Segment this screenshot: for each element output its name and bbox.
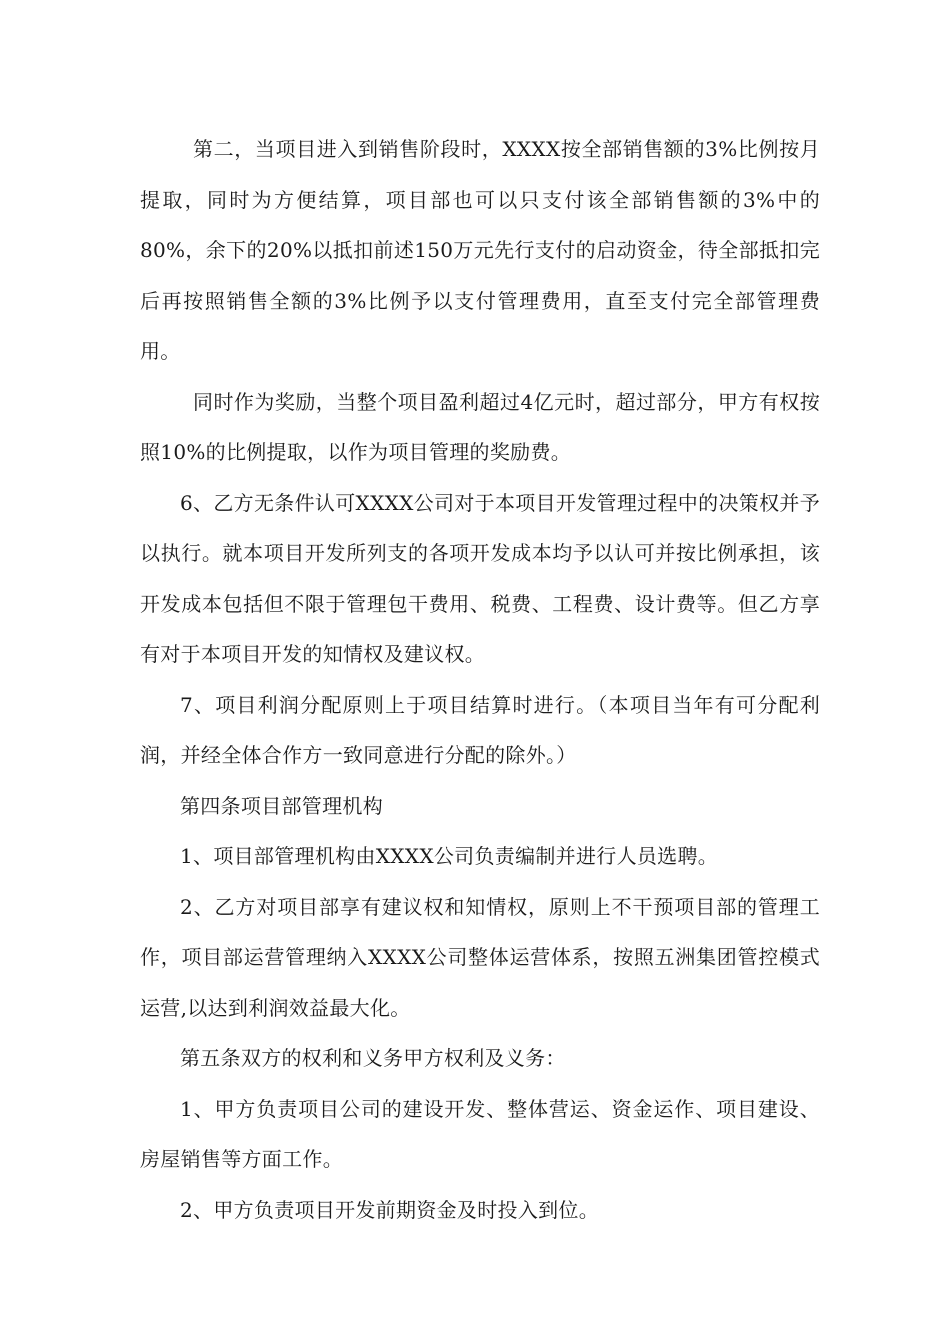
paragraph-article-5-item-2: 2、甲方负责项目开发前期资金及时投入到位。 (180, 1197, 600, 1222)
paragraph-article-4-item-2: 2、乙方对项目部享有建议权和知情权，原则上不干预项目部的管理工作，项目部运营管理纳入XXXX公司整体运营体系，按照五洲集团管控模式运营,以达到利润效益最大化。 (140, 894, 820, 1020)
document-page (140, 124, 820, 1235)
paragraph-profit-reward: 同时作为奖励，当整个项目盈利超过4亿元时，超过部分，甲方有权按照10%的比例提取，以作为项目管理的奖励费。 (140, 389, 820, 464)
section-heading-article-5: 第五条双方的权利和义务甲方权利及义务： (180, 1046, 566, 1070)
paragraph-clause-6: 6、乙方无条件认可XXXX公司对于本项目开发管理过程中的决策权并予以执行。就本项目开发所列支的各项开发成本均予以认可并按比例承担，该开发成本包括但不限于管理包干费用、税费、工程费、设计费等。但乙方享有对于本项目开发的知情权及建议权。 (140, 490, 820, 666)
section-heading-article-4: 第四条项目部管理机构 (180, 793, 383, 818)
paragraph-sales-stage-fee: 第二，当项目进入到销售阶段时，XXXX按全部销售额的3%比例按月提取，同时为方便结算，项目部也可以只支付该全部销售额的3%中的80%，余下的20%以抵扣前述150万元先行支付的启动资金，待全部抵扣完后再按照销售全额的3%比例予以支付管理费用，直至支付完全部管理费用。 (140, 137, 820, 363)
paragraph-clause-7: 7、项目利润分配原则上于项目结算时进行。（本项目当年有可分配利润，并经全体合作方一致同意进行分配的除外。） (140, 692, 820, 767)
paragraph-article-5-item-1: 1、甲方负责项目公司的建设开发、整体营运、资金运作、项目建设、房屋销售等方面工作。 (140, 1096, 820, 1171)
paragraph-article-4-item-1: 1、项目部管理机构由XXXX公司负责编制并进行人员选聘。 (180, 844, 719, 868)
